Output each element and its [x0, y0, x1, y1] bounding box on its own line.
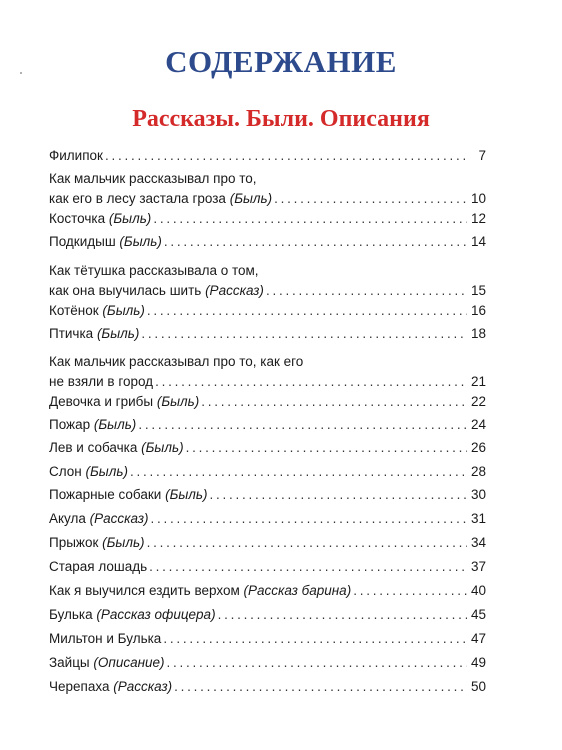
toc-entry-page-number: 30	[470, 487, 486, 502]
toc-entry-page-number: 21	[470, 374, 486, 389]
toc-entry-label	[49, 605, 216, 625]
toc-entry-title: Прыжок	[49, 535, 99, 550]
toc-entry-genre-note: (Быль)	[85, 464, 128, 479]
toc-entry-title: Булька	[49, 607, 93, 622]
toc-entry-page-number: 37	[470, 559, 486, 574]
dot-leader	[164, 232, 467, 252]
toc-entry[interactable]	[49, 462, 486, 482]
toc-entry[interactable]	[49, 677, 486, 697]
toc-entry-page-number: 45	[470, 607, 486, 622]
toc-entry-title: Пожар	[49, 417, 91, 432]
toc-entry-row	[49, 209, 486, 229]
toc-entry-page-number: 18	[470, 326, 486, 341]
dot-leader	[155, 372, 467, 392]
dot-leader	[147, 301, 467, 321]
toc-entry-page-number: 31	[470, 511, 486, 526]
dot-leader	[153, 209, 467, 229]
dot-leader	[138, 415, 467, 435]
toc-entry-title: Черепаха	[49, 679, 110, 694]
toc-entry-genre-note: (Быль)	[96, 326, 140, 341]
toc-entry-title: Птичка	[49, 326, 94, 341]
toc-entry[interactable]	[49, 415, 486, 435]
toc-entry-row	[49, 324, 486, 344]
toc-entry-page-number: 24	[470, 417, 486, 432]
toc-entry-genre-note: (Рассказ барина)	[243, 583, 352, 598]
toc-entry-label	[49, 462, 128, 482]
toc-entry-label	[49, 189, 272, 209]
dot-leader	[353, 581, 467, 601]
toc-entry-genre-note: (Рассказ офицера)	[96, 607, 216, 622]
toc-entry-page-number: 50	[470, 679, 486, 694]
toc-entry[interactable]	[49, 557, 486, 577]
toc-entry-title: Пожарные собаки	[49, 487, 162, 502]
toc-entry-page-number: 12	[470, 211, 486, 226]
toc-entry-label	[49, 415, 136, 435]
toc-entry-page-number: 10	[470, 191, 486, 206]
toc-entry-genre-note: (Быль)	[102, 303, 145, 318]
dot-leader	[147, 533, 467, 553]
toc-entry-genre-note: (Рассказ)	[89, 511, 149, 526]
toc-entry[interactable]	[49, 629, 486, 649]
toc-entry-genre-note: (Быль)	[156, 394, 200, 409]
dot-leader	[167, 653, 467, 673]
dot-leader	[149, 557, 467, 577]
dot-leader	[151, 509, 467, 529]
page-title: СОДЕРЖАНИЕ	[165, 44, 397, 79]
toc-entry-title: как его в лесу застала гроза	[49, 191, 226, 206]
dot-leader	[105, 146, 467, 166]
toc-entry-title: не взяли в город	[49, 374, 154, 389]
toc-entry-label	[49, 438, 184, 458]
toc-entry-page-number: 22	[470, 394, 486, 409]
toc-entry[interactable]	[49, 352, 486, 392]
toc-entry-title: Девочка и грибы	[49, 394, 154, 409]
toc-entry-title: Акула	[49, 511, 86, 526]
toc-entry-title-line1: Как мальчик рассказывал про то,	[49, 171, 257, 186]
toc-entry-row	[49, 462, 486, 482]
toc-entry-title: Косточка	[49, 211, 106, 226]
toc-entry[interactable]	[49, 232, 486, 252]
toc-entry-title: Лев и собачка	[49, 440, 138, 455]
toc-entry[interactable]	[49, 653, 486, 673]
toc-entry-label	[49, 557, 147, 577]
toc-entry-label	[49, 629, 161, 649]
toc-entry-page-number: 49	[470, 655, 486, 670]
toc-entry-genre-note: (Быль)	[165, 487, 208, 502]
dot-leader	[130, 462, 467, 482]
toc-entry-page-number: 16	[470, 303, 486, 318]
toc-entry-row	[49, 629, 486, 649]
dot-leader	[141, 324, 467, 344]
toc-entry[interactable]	[49, 209, 486, 229]
toc-entry-row	[49, 533, 486, 553]
toc-entry[interactable]	[49, 485, 486, 505]
toc-entry-genre-note: (Быль)	[229, 191, 273, 206]
toc-entry-title: Зайцы	[49, 655, 90, 670]
toc-entry-genre-note: (Быль)	[93, 417, 137, 432]
dot-leader	[210, 485, 467, 505]
toc-entry-genre-note: (Рассказ)	[205, 283, 264, 298]
toc-entry-title: Филипок	[49, 148, 103, 163]
toc-entry-page-number: 28	[470, 464, 486, 479]
dot-leader	[186, 438, 467, 458]
toc-entry-page-number: 40	[470, 583, 486, 598]
toc-entry-genre-note: (Быль)	[141, 440, 184, 455]
toc-entry[interactable]	[49, 146, 486, 166]
toc-entry-row	[49, 372, 486, 392]
toc-entry-page-number: 14	[470, 234, 486, 249]
section-heading: Рассказы. Были. Описания	[132, 106, 430, 132]
toc-entry-title-line1: Как тётушка рассказывала о том,	[49, 263, 259, 278]
toc-entry-label	[49, 485, 208, 505]
toc-entry-row	[49, 677, 486, 697]
toc-entry[interactable]	[49, 392, 486, 412]
toc-entry[interactable]	[49, 533, 486, 553]
toc-entry-row	[49, 232, 486, 252]
dot-leader	[266, 281, 467, 301]
toc-entry[interactable]	[49, 169, 486, 209]
toc-entry[interactable]	[49, 438, 486, 458]
toc-entry-page-number: 7	[478, 148, 486, 163]
toc-entry-row	[49, 581, 486, 601]
toc-entry-row	[49, 146, 486, 166]
toc-entry-genre-note: (Рассказ)	[113, 679, 173, 694]
toc-entry-row	[49, 438, 486, 458]
toc-entry-label	[49, 581, 351, 601]
toc-entry-label	[49, 533, 145, 553]
toc-entry-genre-note: (Быль)	[108, 211, 152, 226]
toc-entry[interactable]	[49, 261, 486, 301]
dot-leader	[201, 392, 467, 412]
toc-entry-row	[49, 509, 486, 529]
toc-entry-title: Слон	[49, 464, 82, 479]
toc-entry-label	[49, 146, 103, 166]
dot-leader	[274, 189, 467, 209]
dot-leader	[163, 629, 467, 649]
toc-entry[interactable]	[49, 301, 486, 321]
toc-entry-row	[49, 485, 486, 505]
toc-entry-label	[49, 232, 162, 252]
toc-entry-label	[49, 372, 153, 392]
toc-entry-title: Котёнок	[49, 303, 99, 318]
toc-entry-label	[49, 677, 172, 697]
toc-entry-label	[49, 392, 199, 412]
toc-entry-page-number: 26	[470, 440, 486, 455]
toc-entry-genre-note: (Описание)	[93, 655, 165, 670]
toc-entry-label	[49, 509, 149, 529]
toc-entry-row	[49, 557, 486, 577]
toc-entry-title: Как я выучился ездить верхом	[49, 583, 240, 598]
toc-entry-label	[49, 653, 165, 673]
toc-entry-genre-note: (Быль)	[119, 234, 162, 249]
toc-entry-label	[49, 324, 139, 344]
toc-entry-page-number: 47	[470, 631, 486, 646]
toc-entry-title: Подкидыш	[49, 234, 116, 249]
toc-entry-page-number: 15	[470, 283, 486, 298]
toc-entry-title-line1: Как мальчик рассказывал про то, как его	[49, 354, 304, 369]
toc-entry[interactable]	[49, 509, 486, 529]
toc-entry-title: Старая лошадь	[49, 559, 148, 574]
toc-entry-row	[49, 653, 486, 673]
dot-leader	[218, 605, 467, 625]
toc-entry-row	[49, 301, 486, 321]
toc-entry[interactable]	[49, 605, 486, 625]
toc-entry-row	[49, 189, 486, 209]
dot-leader	[174, 677, 467, 697]
toc-entry-row	[49, 281, 486, 301]
toc-entry-row	[49, 605, 486, 625]
toc-entry[interactable]	[49, 324, 486, 344]
toc-entry-genre-note: (Быль)	[102, 535, 145, 550]
toc-entry-title: Мильтон и Булька	[49, 631, 162, 646]
toc-entry[interactable]	[49, 581, 486, 601]
toc-entry-label	[49, 281, 264, 301]
toc-entry-row	[49, 392, 486, 412]
toc-entry-label	[49, 209, 151, 229]
toc-entry-page-number: 34	[470, 535, 486, 550]
toc-entry-title: как она выучилась шить	[49, 283, 202, 298]
toc-entry-row	[49, 415, 486, 435]
toc-entry-label	[49, 301, 145, 321]
